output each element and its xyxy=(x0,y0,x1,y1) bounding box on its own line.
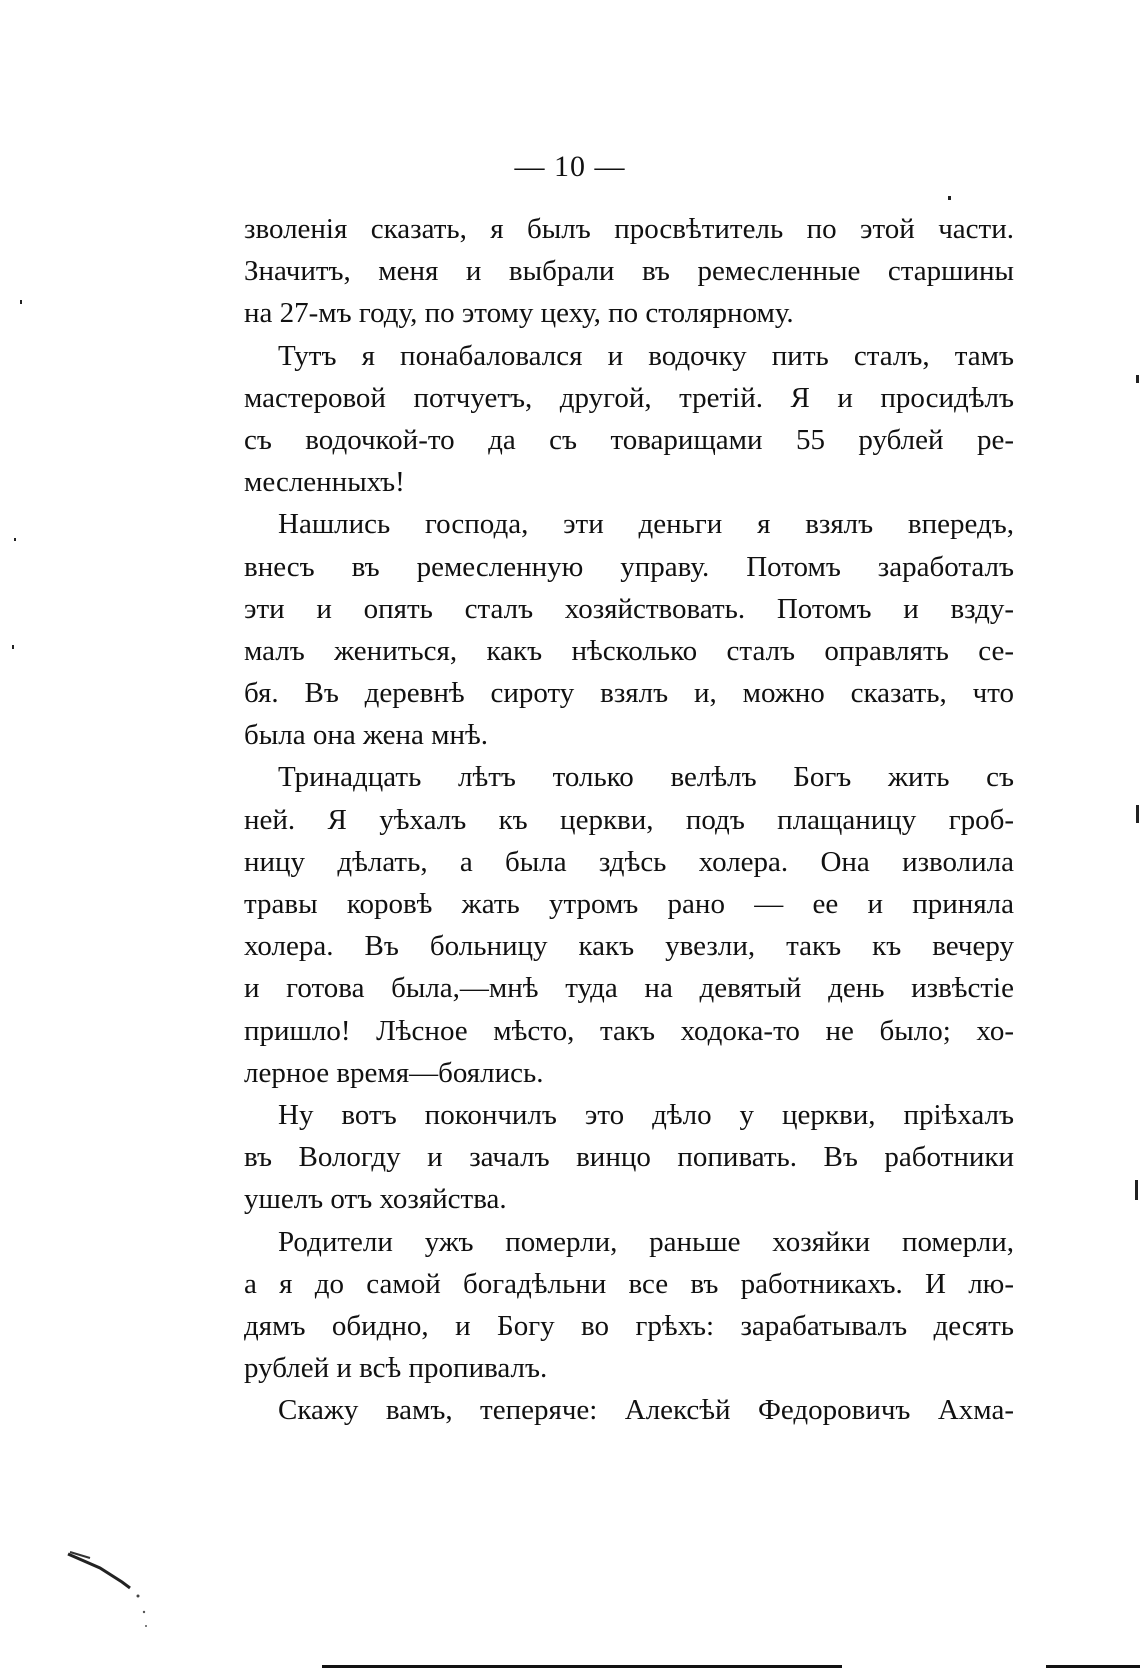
text-line: Тринадцать лѣтъ только велѣлъ Богъ жить съ xyxy=(278,761,1014,794)
scan-speck xyxy=(14,538,16,541)
text-line: Нашлись господа, эти деньги я взялъ впередъ, xyxy=(278,508,1014,541)
text-line: Тутъ я понабаловался и водочку пить сталъ, тамъ xyxy=(278,339,1014,372)
text-line: внесъ въ ремесленную управу. Потомъ заработалъ xyxy=(244,550,1014,583)
body-text xyxy=(244,208,1014,1431)
text-line: была она жена мнѣ. xyxy=(244,719,489,752)
scan-speck xyxy=(1136,805,1139,823)
text-line: а я до самой богадѣльни все въ работникахъ. И лю- xyxy=(244,1267,1014,1300)
bottom-edge-line xyxy=(1046,1665,1140,1668)
scan-speck xyxy=(1136,375,1139,383)
text-line: Родители ужъ померли, раньше хозяйки померли, xyxy=(278,1225,1014,1258)
text-line: на 27-мъ году, по этому цеху, по столярному. xyxy=(244,297,794,330)
text-line: ней. Я уѣхалъ къ церкви, подъ плащаницу гроб- xyxy=(244,803,1014,836)
page-number: — 10 — xyxy=(514,150,626,183)
text-line: травы коровѣ жать утромъ рано — ее и приняла xyxy=(244,888,1014,920)
text-line: Значитъ, меня и выбрали въ ремесленные старшины xyxy=(244,255,1014,288)
text-line: месленныхъ! xyxy=(244,466,405,499)
text-line: ницу дѣлать, а была здѣсь холера. Она изволила xyxy=(244,845,1014,878)
text-line: Скажу вамъ, теперяче: Алексѣй Федоровичъ Ахма- xyxy=(278,1394,1014,1427)
text-line: бя. Въ деревнѣ сироту взялъ и, можно сказать, что xyxy=(244,677,1014,710)
text-line: холера. Въ больницу какъ увезли, такъ къ вечеру xyxy=(244,930,1014,963)
text-line: съ водочкой-то да съ товарищами 55 рублей ре- xyxy=(244,423,1014,456)
text-line: ушелъ отъ хозяйства. xyxy=(244,1183,507,1216)
text-line: эти и опять сталъ хозяйствовать. Потомъ и взду- xyxy=(244,592,1014,625)
text-line: рублей и всѣ пропивалъ. xyxy=(244,1352,548,1385)
text-line: мастеровой потчуетъ, другой, третій. Я и просидѣлъ xyxy=(244,381,1014,414)
scan-speck xyxy=(12,645,14,649)
scan-speck xyxy=(948,196,951,200)
scan-speck xyxy=(20,300,22,304)
text-line: лерное время—боялись. xyxy=(244,1056,544,1089)
scan-smudge xyxy=(60,1540,160,1640)
text-line: пришло! Лѣсное мѣсто, такъ ходока-то не было; хо- xyxy=(244,1014,1014,1047)
bottom-edge-line xyxy=(322,1665,842,1668)
text-line: и готова была,—мнѣ туда на девятый день извѣстіе xyxy=(244,972,1014,1005)
text-line: зволенія сказать, я былъ просвѣтитель по этой части. xyxy=(244,213,1014,245)
text-line: малъ жениться, какъ нѣсколько сталъ оправлять се- xyxy=(244,634,1014,667)
text-line: дямъ обидно, и Богу во грѣхъ: зарабатывалъ десять xyxy=(244,1309,1014,1342)
scan-speck xyxy=(1135,1180,1138,1200)
text-line: въ Вологду и зачалъ винцо попивать. Въ работники xyxy=(244,1141,1014,1174)
text-line: Ну вотъ покончилъ это дѣло у церкви, пріѣхалъ xyxy=(278,1098,1014,1131)
